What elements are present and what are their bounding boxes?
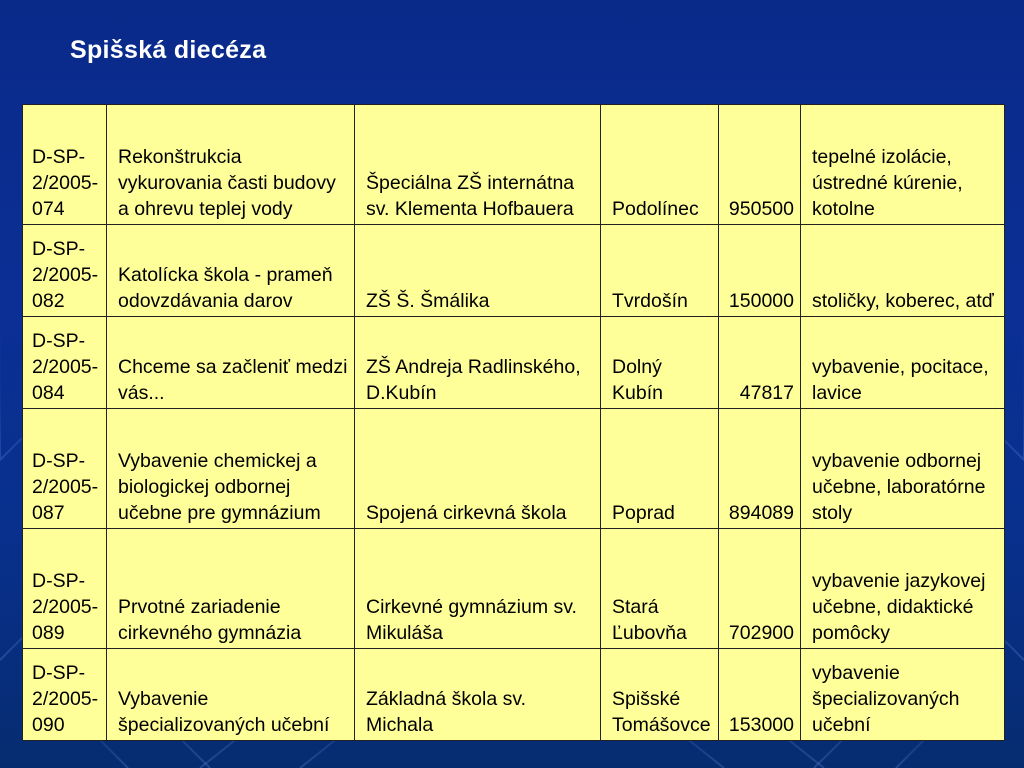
town-name: Tvrdošín <box>601 225 719 317</box>
institution-name: Cirkevné gymnázium sv. Mikuláša <box>355 529 601 649</box>
funded-items: tepelné izolácie, ústredné kúrenie, kotolne <box>801 105 1005 225</box>
institution-name: Špeciálna ZŠ internátna sv. Klementa Hofbauera <box>355 105 601 225</box>
funded-items: vybavenie špecializovaných učební <box>801 649 1005 741</box>
project-code: D-SP-2/2005-087 <box>23 409 107 529</box>
project-name: Chceme sa začleniť medzi vás... <box>107 317 355 409</box>
table-row <box>23 225 1005 317</box>
grant-amount: 150000 <box>719 225 801 317</box>
table-row <box>23 105 1005 225</box>
town-name: Stará Ľubovňa <box>601 529 719 649</box>
grants-table <box>22 104 1005 741</box>
table-row <box>23 529 1005 649</box>
project-name: Katolícka škola - prameň odovzdávania darov <box>107 225 355 317</box>
project-name: Vybavenie špecializovaných učební <box>107 649 355 741</box>
institution-name: ZŠ Š. Šmálika <box>355 225 601 317</box>
funded-items: vybavenie odbornej učebne, laboratórne stoly <box>801 409 1005 529</box>
town-name: Poprad <box>601 409 719 529</box>
project-code: D-SP-2/2005-082 <box>23 225 107 317</box>
grant-amount: 702900 <box>719 529 801 649</box>
town-name: Podolínec <box>601 105 719 225</box>
institution-name: Spojená cirkevná škola <box>355 409 601 529</box>
project-code: D-SP-2/2005-090 <box>23 649 107 741</box>
grant-amount: 894089 <box>719 409 801 529</box>
table-row <box>23 317 1005 409</box>
table-row <box>23 649 1005 741</box>
town-name: Dolný Kubín <box>601 317 719 409</box>
project-name: Vybavenie chemickej a biologickej odbornej učebne pre gymnázium <box>107 409 355 529</box>
funded-items: stoličky, koberec, atď <box>801 225 1005 317</box>
funded-items: vybavenie, pocitace, lavice <box>801 317 1005 409</box>
town-name: Spišské Tomášovce <box>601 649 719 741</box>
institution-name: ZŠ Andreja Radlinského, D.Kubín <box>355 317 601 409</box>
project-code: D-SP-2/2005-089 <box>23 529 107 649</box>
institution-name: Základná škola sv. Michala <box>355 649 601 741</box>
project-code: D-SP-2/2005-084 <box>23 317 107 409</box>
funded-items: vybavenie jazykovej učebne, didaktické pomôcky <box>801 529 1005 649</box>
project-code: D-SP-2/2005-074 <box>23 105 107 225</box>
grant-amount: 47817 <box>719 317 801 409</box>
grant-amount: 153000 <box>719 649 801 741</box>
project-name: Prvotné zariadenie cirkevného gymnázia <box>107 529 355 649</box>
slide-title: Spišská diecéza <box>70 36 267 64</box>
grant-amount: 950500 <box>719 105 801 225</box>
table-row <box>23 409 1005 529</box>
project-name: Rekonštrukcia vykurovania časti budovy a ohrevu teplej vody <box>107 105 355 225</box>
